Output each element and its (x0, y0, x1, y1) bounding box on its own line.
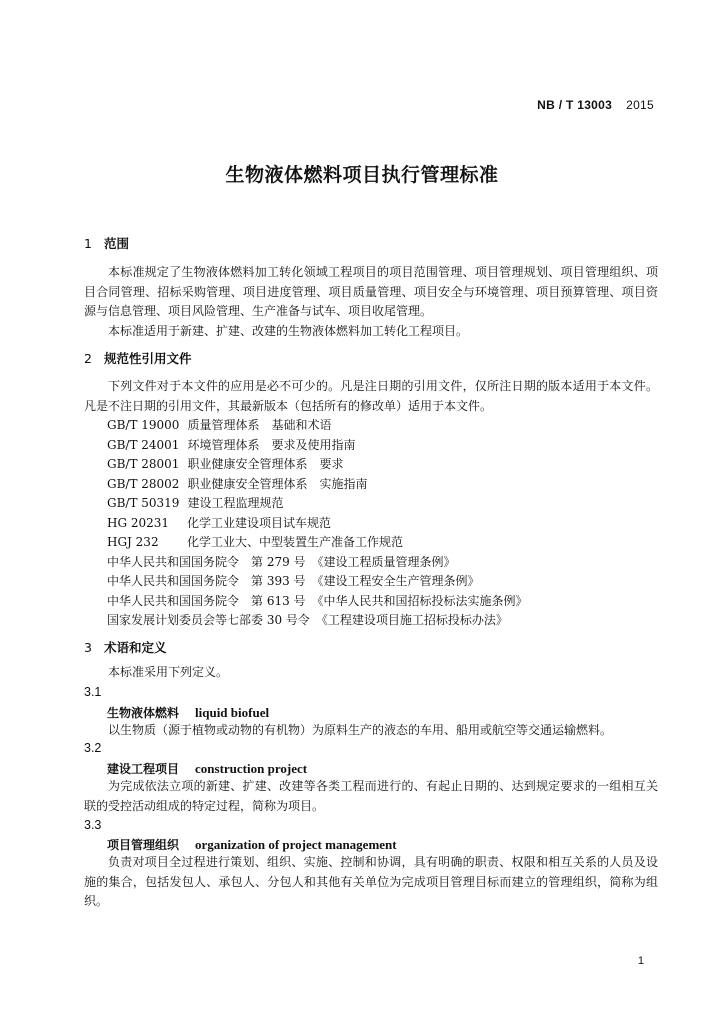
reference-order: 中华人民共和国国务院令 第 613 号 《中华人民共和国招标投标法实施条例》 (107, 593, 528, 608)
reference-code: GB/T 24001 (107, 437, 180, 452)
reference-title: 建设工程监理规范 (187, 496, 284, 510)
term-cn: 建设工程项目 (107, 762, 180, 776)
reference-code: GB/T 50319 (107, 496, 180, 510)
term-definition: 以生物质（源于植物或动物的有机物）为原料生产的液态的车用、船用或航空等交通运输燃料。 (108, 723, 613, 737)
reference-item (107, 514, 331, 534)
term-cn: 生物液体燃料 (107, 706, 180, 720)
references-intro-paragraph: 下列文件对于本文件的应用是必不可少的。凡是注日期的引用文件，仅所注日期的版本适用于本文件。凡是不注日期的引用文件，其最新版本（包括所有的修改单）适用于本文件。 (84, 379, 658, 413)
reference-item (107, 494, 283, 514)
terms-intro: 本标准采用下列定义。 (108, 665, 229, 679)
reference-code: HG 20231 (107, 515, 170, 530)
term-number: 3.2 (84, 741, 102, 755)
reference-title: 化学工业建设项目试车规范 (187, 515, 332, 530)
reference-code: HGJ 232 (107, 535, 159, 549)
reference-item (107, 436, 355, 456)
reference-title: 质量管理体系 基础和术语 (187, 418, 332, 432)
term-number: 3.1 (84, 685, 102, 699)
reference-item (107, 475, 367, 495)
reference-order: 国家发展计划委员会等七部委 30 号令 《工程建设项目施工招标投标办法》 (107, 613, 508, 627)
term-definition: 负责对项目全过程进行策划、组织、实施、控制和协调，具有明确的职责、权限和相互关系的人员及设施的集合，包括发包人、承包人、分包人和其他有关单位为完成项目管理目标而建立的管理组织，简称为组织。 (84, 855, 658, 908)
section-number: 2 (84, 351, 92, 366)
section-number: 1 (84, 236, 92, 251)
reference-order: 中华人民共和国国务院令 第 279 号 《建设工程质量管理条例》 (107, 554, 456, 569)
document-title: 生物液体燃料项目执行管理标准 (225, 164, 499, 186)
page-number: 1 (637, 955, 644, 967)
reference-order: 中华人民共和国国务院令 第 393 号 《建设工程安全生产管理条例》 (107, 574, 480, 588)
standard-year: 2015 (626, 98, 654, 112)
reference-title: 化学工业大、中型装置生产准备工作规范 (187, 535, 404, 549)
reference-code: GB/T 19000 (107, 418, 180, 432)
term-definition: 为完成依法立项的新建、扩建、改建等各类工程而进行的、有起止日期的、达到规定要求的一组相互关联的受控活动组成的特定过程，简称为项目。 (84, 779, 658, 813)
section-title: 范围 (104, 236, 130, 251)
standard-number: NB / T 13003 (537, 98, 613, 112)
section-number: 3 (84, 640, 92, 655)
reference-item (107, 455, 343, 475)
term-number: 3.3 (84, 818, 102, 832)
reference-code: GB/T 28001 (107, 457, 180, 471)
term-cn: 项目管理组织 (107, 838, 180, 852)
reference-title: 职业健康安全管理体系 要求 (187, 457, 344, 471)
standard-code (537, 98, 654, 112)
term-en: construction project (195, 761, 308, 776)
reference-title: 环境管理体系 要求及使用指南 (187, 437, 356, 452)
term-heading (107, 704, 269, 721)
term-en: organization of project management (195, 837, 397, 852)
term-heading (107, 760, 307, 777)
term-en: liquid biofuel (195, 705, 270, 720)
reference-title: 职业健康安全管理体系 实施指南 (187, 476, 368, 491)
reference-item (107, 533, 403, 553)
section-heading-terms (84, 638, 167, 656)
scope-applicability-paragraph: 本标准适用于新建、扩建、改建的生物液体燃料加工转化工程项目。 (108, 324, 469, 338)
section-title: 规范性引用文件 (104, 351, 192, 366)
section-heading-normative-references (84, 349, 192, 367)
section-heading-scope (84, 234, 129, 252)
section-title: 术语和定义 (104, 640, 167, 655)
reference-item (107, 416, 331, 436)
reference-code: GB/T 28002 (107, 476, 180, 491)
term-heading (107, 836, 397, 853)
scope-paragraph: 本标准规定了生物液体燃料加工转化领域工程项目的项目范围管理、项目管理规划、项目管理组织、项目合同管理、招标采购管理、项目进度管理、项目质量管理、项目安全与环境管理、项目预算管理、项目资源与信息管理、项目风险管理、生产准备与试车、项目收尾管理。 (84, 265, 658, 318)
